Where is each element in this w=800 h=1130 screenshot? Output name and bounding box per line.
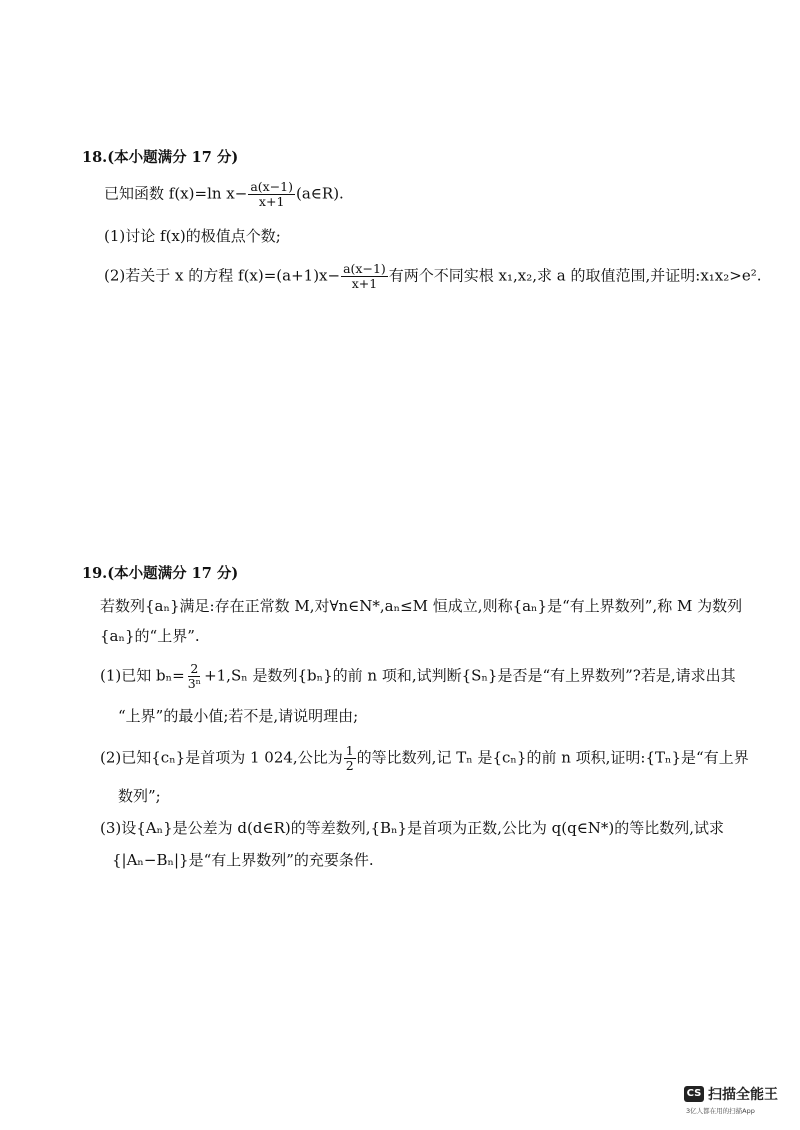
q19-part1 — [100, 662, 736, 691]
q19-part1-fraction — [186, 662, 203, 691]
q18-part2-numerator: a(x−1) — [343, 261, 386, 276]
q19-part2 — [100, 744, 749, 773]
q19-part1-numerator: 2 — [190, 661, 199, 676]
watermark-tagline: 3亿人都在用的扫描App — [686, 1107, 755, 1115]
q18-stem-suffix: (a∈R). — [296, 184, 344, 203]
scanner-watermark — [684, 1082, 794, 1122]
q18-stem-fraction — [248, 180, 295, 209]
q18-header: 18.(本小题满分 17 分) — [82, 149, 239, 166]
q19-part2-line2: 数列”; — [118, 787, 161, 805]
q19-part3-line1: (3)设{Aₙ}是公差为 d(d∈R)的等差数列,{Bₙ}是首项为正数,公比为 q(q∈N*)的等比数列,试求 — [100, 819, 725, 837]
watermark-name: 扫描全能王 — [708, 1087, 778, 1103]
q18-part2-fraction — [341, 262, 388, 291]
q18-stem — [104, 180, 344, 209]
q19-part2-prefix: (2)已知{cₙ}是首项为 1 024,公比为 — [100, 748, 343, 767]
q19-part1-line2: “上界”的最小值;若不是,请说明理由; — [118, 707, 359, 725]
q19-part3-line2: {|Aₙ−Bₙ|}是“有上界数列”的充要条件. — [112, 851, 374, 869]
q19-part1-suffix: +1,Sₙ 是数列{bₙ}的前 n 项和,试判断{Sₙ}是否是“有上界数列”?若是,请求出其 — [204, 666, 736, 685]
q18-part1: (1)讨论 f(x)的极值点个数; — [104, 227, 281, 245]
q19-part2-fraction — [344, 744, 356, 773]
q19-definition-line1: 若数列{aₙ}满足:存在正常数 M,对∀n∈N*,aₙ≤M 恒成立,则称{aₙ}是“有上界数列”,称 M 为数列 — [100, 597, 743, 615]
q19-part1-denominator: 3ⁿ — [187, 676, 202, 691]
q18-stem-numerator: a(x−1) — [250, 179, 294, 194]
q18-part2 — [104, 262, 762, 291]
q18-stem-prefix: 已知函数 — [104, 184, 169, 203]
q19-part2-suffix: 的等比数列,记 Tₙ 是{cₙ}的前 n 项积,证明:{Tₙ}是“有上界 — [356, 748, 749, 767]
q19-header: 19.(本小题满分 17 分) — [82, 565, 239, 582]
q19-part2-numerator: 1 — [345, 743, 354, 758]
q19-definition-line2: {aₙ}的“上界”. — [100, 627, 200, 645]
camscanner-logo-icon: CS — [684, 1086, 704, 1102]
q18-part2-denominator: x+1 — [351, 276, 378, 291]
q18-part2-suffix: 有两个不同实根 x₁,x₂,求 a 的取值范围,并证明:x₁x₂>e². — [388, 266, 762, 285]
q19-part1-prefix: (1)已知 bₙ= — [100, 666, 185, 685]
q18-stem-func: f(x)=ln x− — [168, 184, 248, 203]
q19-part2-denominator: 2 — [345, 758, 354, 773]
q18-part2-prefix: (2)若关于 x 的方程 f(x)=(a+1)x− — [104, 266, 341, 285]
q18-stem-denominator: x+1 — [258, 194, 285, 209]
